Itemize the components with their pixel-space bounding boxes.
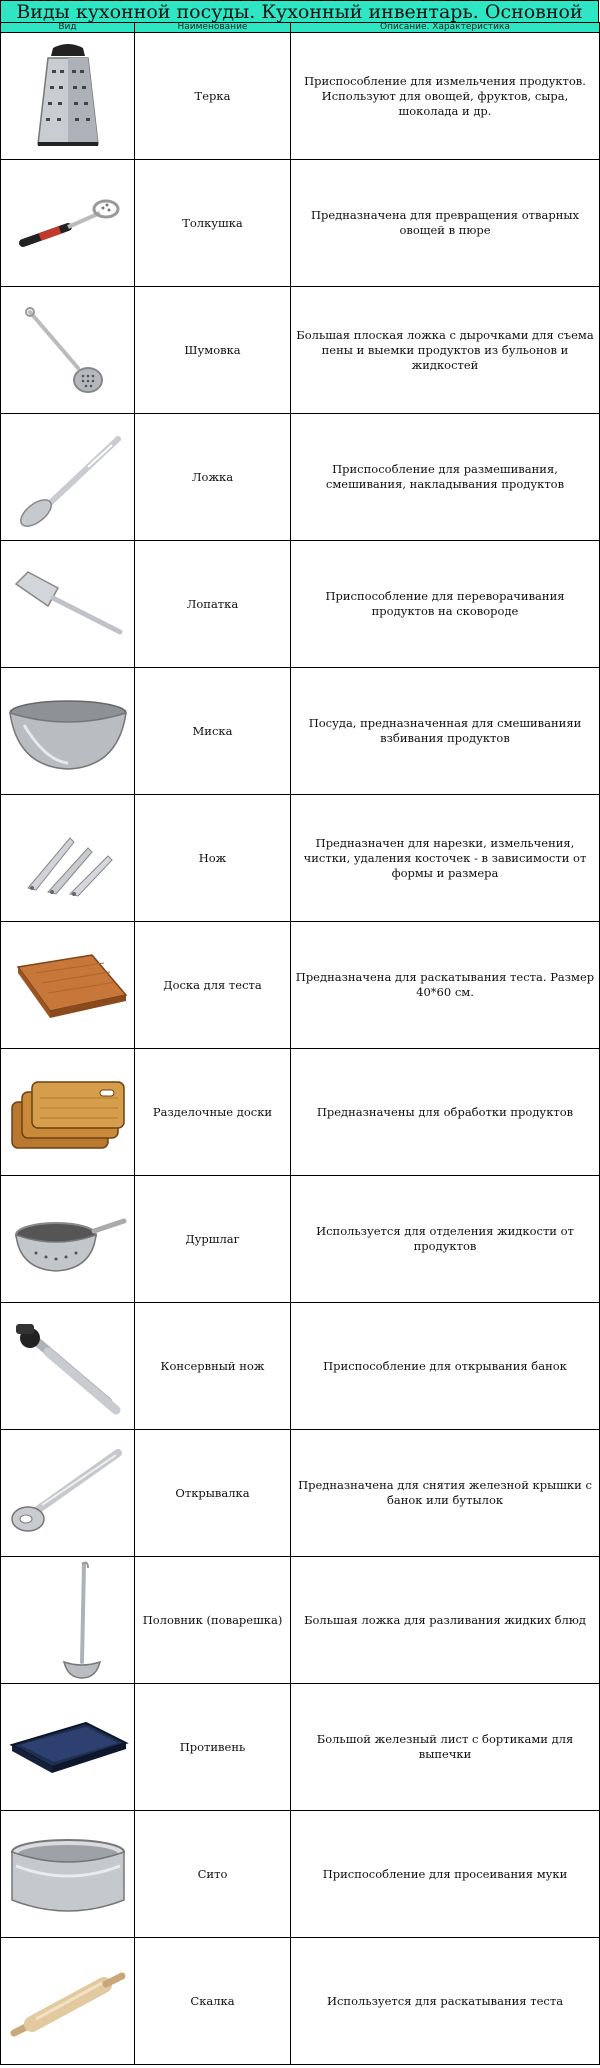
table-row [1,287,600,414]
header-name: Наименование [135,23,291,33]
table-row [1,1684,600,1811]
item-description: Предназначен для нарезки, измельчения, чистки, удаления косточек - в зависимости от формы и размера [291,795,600,922]
table-row [1,1430,600,1557]
item-name: Разделочные доски [135,1049,291,1176]
item-description: Посуда, предназначенная для смешиванияи взбивания продуктов [291,668,600,795]
item-description: Большая плоская ложка с дырочками для съема пены и выемки продуктов из бульонов и жидкостей [291,287,600,414]
bottle-opener-image [1,1430,135,1557]
baking-tray-image [1,1684,135,1811]
item-description: Приспособление для просеивания муки [291,1811,600,1938]
skimmer-image [1,287,135,414]
table-row [1,541,600,668]
table-row [1,668,600,795]
table-row [1,1176,600,1303]
item-name: Скалка [135,1938,291,2065]
table-row [1,1811,600,1938]
item-name: Открывалка [135,1430,291,1557]
item-description: Предназначены для обработки продуктов [291,1049,600,1176]
item-name: Консервный нож [135,1303,291,1430]
item-description: Предназначена для снятия железной крышки с банок или бутылок [291,1430,600,1557]
item-name: Половник (поварешка) [135,1557,291,1684]
sieve-image [1,1811,135,1938]
table-row [1,922,600,1049]
can-opener-image [1,1303,135,1430]
table-row [1,414,600,541]
spatula-image [1,541,135,668]
header-description: Описание. Характеристика [291,23,600,33]
table-row [1,33,600,160]
header-view: Вид [1,23,135,33]
item-description: Приспособление для открывания банок [291,1303,600,1430]
item-description: Большой железный лист с бортиками для выпечки [291,1684,600,1811]
item-name: Ложка [135,414,291,541]
item-description: Приспособление для измельчения продуктов. Используют для овощей, фруктов, сыра, шоколада и др. [291,33,600,160]
item-name: Дуршлаг [135,1176,291,1303]
rolling-pin-image [1,1938,135,2065]
table-row [1,795,600,922]
table-row [1,160,600,287]
item-name: Шумовка [135,287,291,414]
item-name: Миска [135,668,291,795]
item-description: Приспособление для размешивания, смешивания, накладывания продуктов [291,414,600,541]
item-name: Лопатка [135,541,291,668]
item-description: Предназначена для превращения отварных овощей в пюре [291,160,600,287]
table-row [1,1557,600,1684]
item-name: Терка [135,33,291,160]
item-name: Доска для теста [135,922,291,1049]
knives-image [1,795,135,922]
bowl-image [1,668,135,795]
colander-image [1,1176,135,1303]
item-description: Используется для отделения жидкости от продуктов [291,1176,600,1303]
dough-board-image [1,922,135,1049]
cutting-boards-image [1,1049,135,1176]
table-row [1,1303,600,1430]
header-row [1,23,600,33]
table-row [1,1049,600,1176]
page-title: Виды кухонной посуды. Кухонный инвентарь. Основной [0,0,599,22]
item-name: Противень [135,1684,291,1811]
utensils-table [0,22,600,2065]
grater-image [1,33,135,160]
table-row [1,1938,600,2065]
item-name: Нож [135,795,291,922]
item-description: Используется для раскатывания теста [291,1938,600,2065]
spoon-image [1,414,135,541]
potato-masher-image [1,160,135,287]
item-description: Предназначена для раскатывания теста. Размер 40*60 см. [291,922,600,1049]
item-name: Сито [135,1811,291,1938]
item-name: Толкушка [135,160,291,287]
item-description: Приспособление для переворачивания продуктов на сковороде [291,541,600,668]
ladle-image [1,1557,135,1684]
item-description: Большая ложка для разливания жидких блюд [291,1557,600,1684]
